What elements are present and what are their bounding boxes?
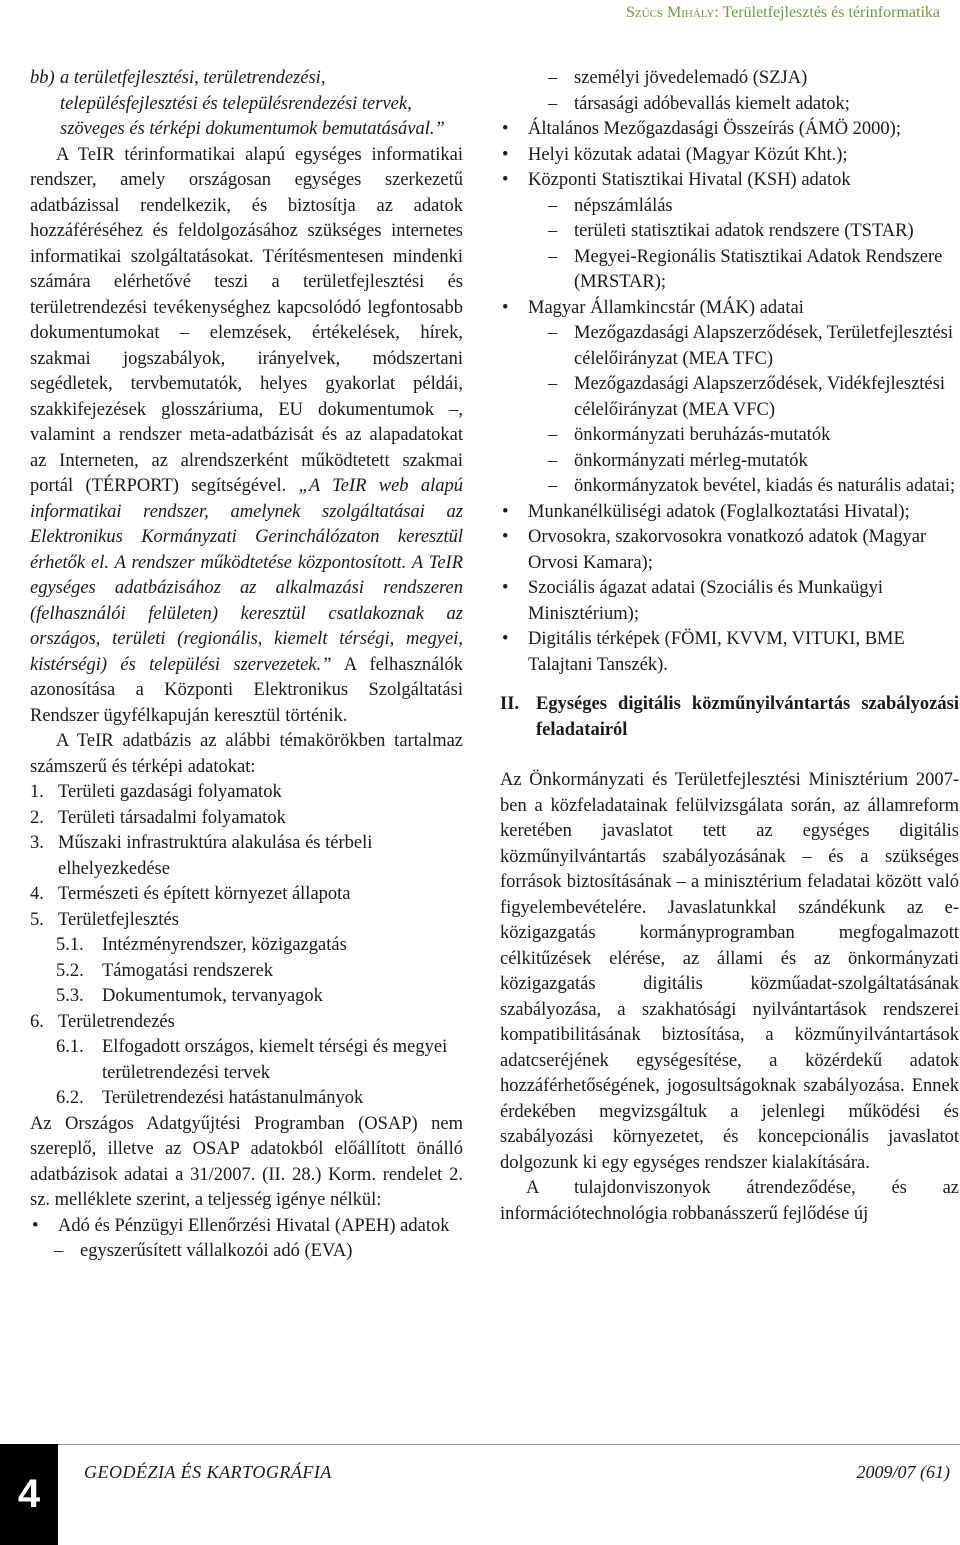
item-text: Helyi közutak adatai (Magyar Közút Kht.); [528,144,848,165]
ksh-sub-list [500,194,959,296]
item-text: Területfejlesztés [58,909,179,930]
left-column [30,66,463,1265]
list-item [30,959,463,985]
list-item [500,500,959,526]
item-text: Mezőgazdasági Alapszerződések, Területfejlesztési célelőirányzat (MEA TFC) [574,323,953,369]
list-item [30,984,463,1010]
item-text: Digitális térképek (FÖMI, KVVM, VITUKI, BME Talajtani Tanszék). [528,629,905,675]
right-column [500,66,959,1227]
item-text: Intézményrendszer, közigazgatás [102,935,347,955]
bullet-icon: • [502,144,509,165]
paragraph-osap: Az Országos Adatgyűjtési Programban (OSAP) nem szereplő, illetve az OSAP adatokból előállított önálló adatbázisok adatai a 31/2007. (II. 28.) Korm. rendelet 2. sz. melléklete szerint, a teljesség igénye nélkül: [30,1113,463,1210]
journal-name: GEODÉZIA ÉS KARTOGRÁFIA [84,1462,332,1482]
item-text: önkormányzati mérleg-mutatók [574,450,808,471]
item-text: népszámlálás [574,195,673,216]
bullet-icon: • [502,297,509,318]
list-item [30,908,463,934]
item-text: Területrendezési hatástanulmányok [102,1088,364,1108]
item-number: 6.1. [56,1037,84,1057]
item-number: 6.2. [56,1088,84,1108]
data-source-list [30,1214,463,1240]
footer-divider [58,1444,960,1445]
list-item [500,194,959,220]
bullet-icon: • [502,629,509,649]
dash-icon: – [548,246,558,267]
paragraph-topics: A TeIR adatbázis az alábbi témakörökben tartalmaz számszerű és térképi adatokat: [30,731,463,777]
list-item [30,1035,463,1086]
item-text: Dokumentumok, tervanyagok [102,986,323,1006]
bb-text: a területfejlesztési, területrendezési, településfejlesztési és településrendezési tervek, szöveges és térképi dokumentumok bemutatásával.” [60,68,445,139]
dash-icon: – [548,323,558,343]
paragraph-teir-quote: „A TeIR web alapú informatikai rendszer, amelynek szolgáltatásai az Elektronikus Kormányzati Gerinchálózaton keresztül érhetők el. A rendszer működtetése központosított. A TeIR egységes adatbázisához az alkalmazási rendszeren (felhasználói felületen) keresztül csatlakoznak az országos, területi (regionális, kiemelt térségi, megyei, kistérségi) és települési szervezetek.” [30,476,463,675]
list-item [30,882,463,908]
dash-icon: – [54,1241,64,1261]
list-item [500,423,959,449]
list-item [30,831,463,882]
bullet-icon: • [502,527,509,547]
item-text: Mezőgazdasági Alapszerződések, Vidékfejlesztési célelőirányzat (MEA VFC) [574,374,945,420]
item-number: 2. [30,807,44,828]
bullet-icon: • [502,578,509,598]
list-item [500,525,959,576]
section-heading [500,692,959,743]
issue-number: 2009/07 (61) [856,1462,950,1482]
item-text: Magyar Államkincstár (MÁK) adatai [528,297,804,318]
list-item [500,321,959,372]
list-item [500,168,959,194]
bullet-icon: • [502,119,509,139]
dash-icon: – [548,195,558,216]
item-number: 5.3. [56,986,84,1006]
item-number: 4. [30,884,44,904]
item-text: Adó és Pénzügyi Ellenőrzési Hivatal (APEH) adatok [58,1215,450,1236]
bullet-icon: • [502,170,509,190]
dash-icon: – [548,374,558,394]
section-title: Egységes digitális közműnyilvántartás szabályozási feladatairól [536,694,959,740]
item-text: Műszaki infrastruktúra alakulása és térbeli elhelyezkedése [58,833,373,879]
item-number: 3. [30,833,44,853]
list-item [30,1214,463,1240]
mak-sub-list [500,321,959,500]
list-item [30,806,463,832]
paragraph-ministry: Az Önkormányzati és Területfejlesztési Minisztérium 2007-ben a közfeladatainak felülvizsgálata során, az államreform keretében javaslatot tett az egységes digitális közműnyilvántartás szabályozásának – és a szükséges források biztosításának – a minisztérium feladatai között való figyelembevételére. Javaslatunkkal szándékunk az e-közigazgatás kormányprogramban megfogalmazott célkitűzések elérése, az állami és az önkormányzati közigazgatás digitális közműadat-szolgáltatásának szabályozása, a szakhatósági nyilvántartások rendszerei kompatibilitásának biztosítása, a közműnyilvántartások adatcseréjének egységesítése, a közérdekű adatok hozzáférhetőségének, jogosultságoknak szabályozása. Ennek érdekében megvizsgáltuk a jelenlegi működési és szabályozási környezetet, és koncepcionális javaslatot dolgozunk ki egy egységes rendszer kialakítására. [500,770,959,1173]
item-text: Központi Statisztikai Hivatal (KSH) adatok [528,170,851,190]
paragraph-teir [30,143,463,730]
list-item [500,449,959,475]
item-number: 1. [30,782,44,802]
list-item [30,1010,463,1036]
item-number: 5.1. [56,935,84,955]
dash-icon: – [548,68,558,88]
list-item [30,780,463,806]
data-source-list-mak [500,296,959,322]
list-item [500,219,959,245]
list-item [30,1086,463,1112]
list-item [500,117,959,143]
header-author: Szűcs Mihály: [626,4,719,21]
paragraph-teir-b: A felhasználók azonosítása a Központi Elektronikus Szolgáltatási Rendszer ügyfélkapuján keresztül történik. [30,654,464,726]
list-item [500,372,959,423]
item-text: Támogatási rendszerek [102,960,274,981]
paragraph-teir-a: A TeIR térinformatikai alapú egységes informatikai rendszer, amely országosan egységes szerkezetű adatbázissal rendelkezik, és biztosítja az adatok hozzáféréséhez és feldolgozásához szükséges internetes informatikai szolgáltatásokat. Térítésmentesen mindenki számára elérhetővé teszi a területfejlesztési és területrendezési tevékenységhez kapcsolódó legfontosabb dokumentumokat – elemzések, értékelések, hírek, szakmai jogszabályok, irányelvek, módszertani segédletek, tervbemutatók, helyes gyakorlat példái, szakkifejezések glosszáriuma, EU dokumentumok –, valamint a rendszer meta-adatbázisát és az alapadatokat az Interneten, az alrendszerként működtetett szakmai portál (TÉRPORT) segítségével. [30,144,463,496]
item-text: Munkanélküliségi adatok (Foglalkoztatási Hivatal); [528,501,910,522]
list-item [500,92,959,118]
item-text: Általános Mezőgazdasági Összeírás (ÁMÖ 2000); [528,119,901,139]
apeh-sub-list [30,1239,463,1265]
bullet-icon: • [502,501,509,522]
list-item-bb [30,66,463,143]
item-number: 5. [30,909,44,930]
list-item [30,933,463,959]
item-text: Területi gazdasági folyamatok [58,782,282,802]
list-item [500,66,959,92]
dash-icon: – [548,221,558,241]
item-text: Területi társadalmi folyamatok [58,807,286,828]
item-text: Szociális ágazat adatai (Szociális és Munkaügyi Minisztérium); [528,578,883,624]
item-text: Területrendezés [58,1011,175,1032]
header-title: Területfejlesztés és térinformatika [722,4,940,21]
dash-icon: – [548,476,558,496]
item-text: egyszerűsített vállalkozói adó (EVA) [80,1241,353,1261]
apeh-sub-list-continued [500,66,959,117]
item-number: 5.2. [56,960,84,981]
item-text: társasági adóbevallás kiemelt adatok; [574,93,850,114]
dash-icon: – [548,93,558,114]
item-text: Orvosokra, szakorvosokra vonatkozó adatok (Magyar Orvosi Kamara); [528,527,927,573]
list-item [500,474,959,500]
list-item [500,245,959,296]
list-item [30,1239,463,1265]
list-item [500,296,959,322]
item-number: 6. [30,1011,44,1032]
item-text: személyi jövedelemadó (SZJA) [574,68,808,88]
bb-label: bb) [30,68,55,88]
item-text: önkormányzati beruházás-mutatók [574,425,831,445]
paragraph-ownership: A tulajdonviszonyok átrendeződése, és az információtechnológia robbanásszerű fejlődése új [500,1178,959,1224]
item-text: Megyei-Regionális Statisztikai Adatok Rendszere (MRSTAR); [574,246,943,292]
list-item [500,143,959,169]
data-source-list-continued [500,117,959,194]
data-source-list-rest [500,500,959,679]
item-text: Természeti és épített környezet állapota [58,884,351,904]
bullet-icon: • [32,1215,39,1236]
item-text: Elfogadott országos, kiemelt térségi és megyei területrendezési tervek [102,1037,448,1083]
item-text: önkormányzatok bevétel, kiadás és naturális adatai; [574,476,956,496]
list-item [500,627,959,678]
item-text: területi statisztikai adatok rendszere (TSTAR) [574,221,914,241]
list-item [500,576,959,627]
dash-icon: – [548,425,558,445]
section-number: II. [500,694,520,714]
running-head [0,0,960,24]
topic-list [30,780,463,1112]
dash-icon: – [548,450,558,471]
page-number: 4 [0,1444,58,1545]
